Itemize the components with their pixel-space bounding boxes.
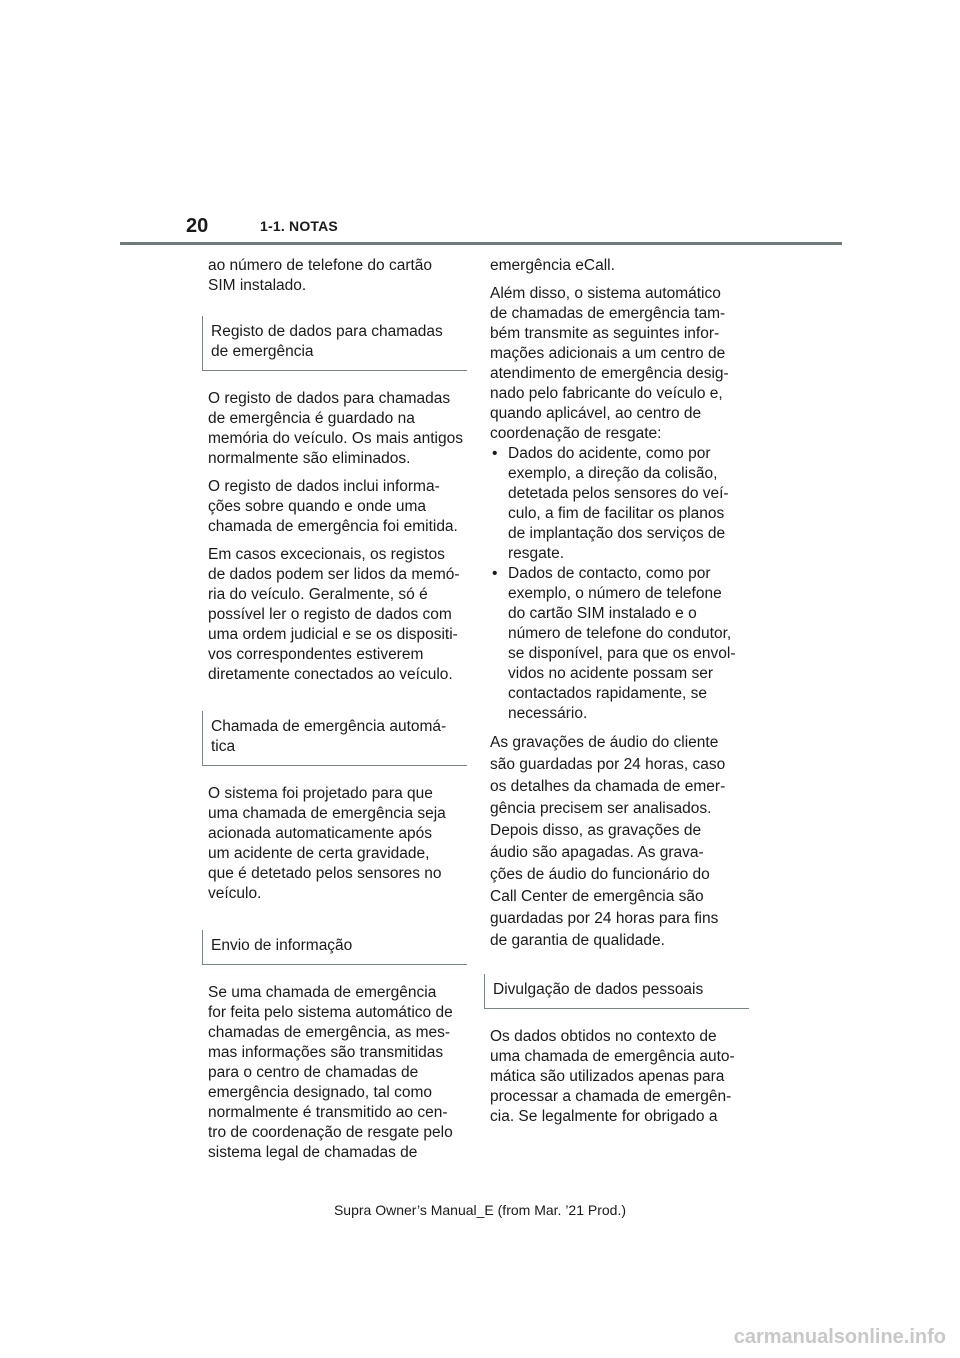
paragraph: Se uma chamada de emergência for feita pelo sistema automático de chamadas de emergência, as mes- mas informações são transmitidas para o centro de chamadas de emergência designado, tal como normalmente é transmitido ao cen- tro de coordenação de resgate pelo sistema legal de chamadas de <box>208 984 453 1161</box>
paragraph: As gravações de áudio do cliente são guardadas por 24 horas, caso os detalhes da chamada de emer- gência precisem ser analisados. Depois disso, as gravações de áudio são apagadas. As grava- ções de áudio do funcionário do Call Center de emergência são guardadas por 24 horas para fins de garantia de qualidade. <box>490 734 726 949</box>
header-divider <box>120 242 842 245</box>
subheading-information-sending: Envio de informação <box>202 930 467 965</box>
page-footer: Supra Owner’s Manual_E (from Mar. ’21 Prod.) <box>333 1202 627 1218</box>
list-item: • Dados de contacto, como por exemplo, o número de telefone do cartão SIM instalado e o número de telefone do condutor, se disponível, para que os envol- vidos no acidente possam ser contactados rapidamente, se necessário. <box>490 564 752 724</box>
left-column <box>208 256 470 1171</box>
subheading-automatic-emergency-call: Chamada de emergência automá- tica <box>202 711 467 766</box>
paragraph: Os dados obtidos no contexto de uma chamada de emergência auto- mática são utilizados apenas para processar a chamada de emergên- cia. Se legalmente for obrigado a <box>490 1028 735 1125</box>
right-column <box>490 256 752 1135</box>
section-title: 1-1. NOTAS <box>260 218 338 234</box>
paragraph: emergência eCall. <box>490 257 615 274</box>
paragraph: O registo de dados inclui informa- ções sobre quando e onde uma chamada de emergência foi emitida. <box>208 478 458 535</box>
watermark: carmanualsonline.info <box>733 1326 946 1348</box>
paragraph: O registo de dados para chamadas de emergência é guardado na memória do veículo. Os mais antigos normalmente são eliminados. <box>208 390 463 467</box>
paragraph: Em casos excecionais, os registos de dados podem ser lidos da memó- ria do veículo. Geralmente, só é possível ler o registo de dados com uma ordem judicial e se os dispositi- vos correspondentes estiverem diretamente conectados ao veículo. <box>208 546 460 683</box>
paragraph: Além disso, o sistema automático de chamadas de emergência tam- bém transmite as seguintes infor- mações adicionais a um centro de atendimento de emergência desig- nado pelo fabricante do veículo e, quando aplicável, ao centro de coordenação de resgate: <box>490 285 729 442</box>
list-item: • Dados do acidente, como por exemplo, a direção da colisão, detetada pelos sensores do veí- culo, a fim de facilitar os planos de implantação dos serviços de resgate. <box>490 444 752 564</box>
subheading-personal-data-disclosure: Divulgação de dados pessoais <box>484 974 749 1009</box>
paragraph: ao número de telefone do cartão SIM instalado. <box>208 257 433 294</box>
subheading-emergency-data-record: Registo de dados para chamadas de emergência <box>202 316 467 371</box>
page-number: 20 <box>186 215 209 237</box>
paragraph: O sistema foi projetado para que uma chamada de emergência seja acionada automaticamente após um acidente de certa gravidade, que é detetado pelos sensores no veículo. <box>208 785 446 902</box>
bullet-list <box>490 444 752 724</box>
